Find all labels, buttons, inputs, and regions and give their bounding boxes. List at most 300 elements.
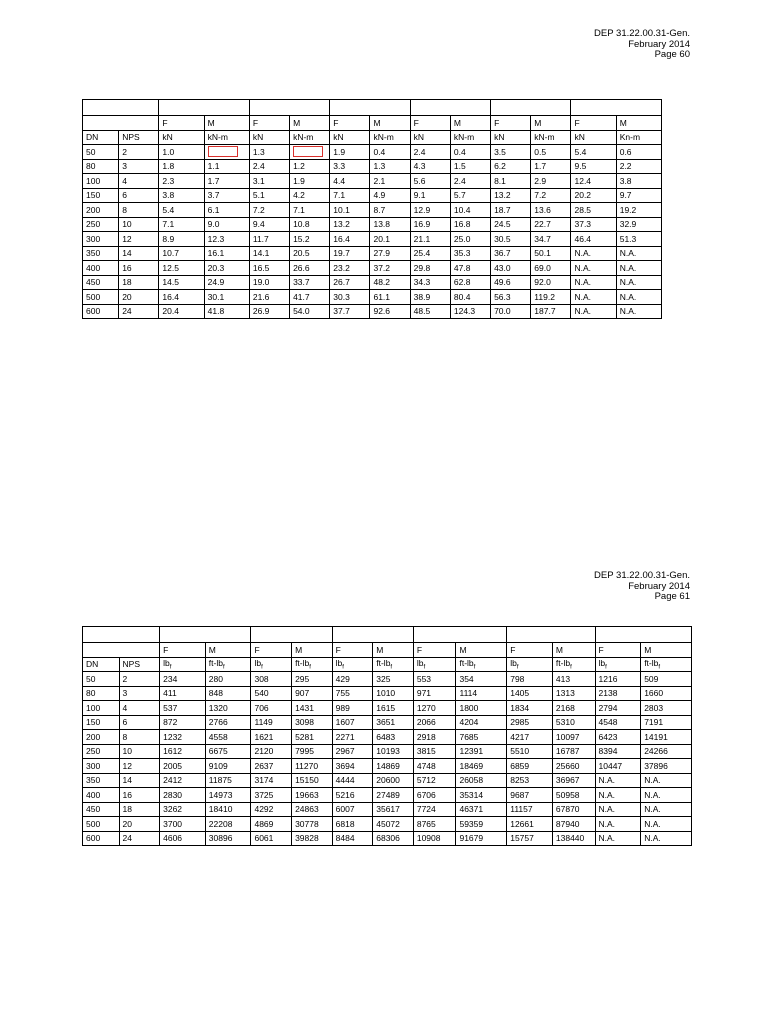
table-cell: 27.9: [370, 246, 410, 261]
table-cell: 45072: [373, 817, 414, 832]
header-group-cell: [159, 100, 249, 116]
moment-unit-header: [373, 657, 414, 672]
table-cell: 2005: [160, 759, 206, 774]
highlighted-empty-cell-box: [293, 146, 323, 157]
table-cell: 6818: [332, 817, 373, 832]
table-cell: 6483: [373, 730, 414, 745]
table-cell: 80.4: [450, 290, 490, 305]
table-cell: 14.1: [249, 246, 289, 261]
table-cell: 971: [413, 686, 456, 701]
table-cell: 500: [83, 290, 119, 305]
unit-text: lb: [335, 657, 343, 668]
table-cell: 37.3: [571, 217, 616, 232]
unit-subscript: f: [261, 664, 263, 671]
table-cell: N.A.: [641, 817, 692, 832]
table-cell: 4: [119, 701, 160, 716]
moment-unit-header: [292, 657, 333, 672]
table-cell: 8.1: [491, 174, 531, 189]
table-cell: 1216: [595, 672, 641, 687]
table-cell: N.A.: [641, 831, 692, 846]
unit-subscript: f: [222, 664, 225, 671]
unit-subscript: f: [309, 664, 311, 671]
header-group-cell: [330, 100, 410, 116]
table-cell: 100: [83, 174, 119, 189]
table-cell: 12.4: [571, 174, 616, 189]
table-cell: 0.5: [531, 145, 571, 160]
table-cell: 2412: [160, 773, 206, 788]
table-cell: 2830: [160, 788, 206, 803]
table-cell: 3.3: [330, 159, 370, 174]
force-unit-header: [251, 657, 292, 672]
table-cell: 14: [119, 246, 159, 261]
table-cell: 1660: [641, 686, 692, 701]
table-cell: 187.7: [531, 304, 571, 319]
table-cell: 19.7: [330, 246, 370, 261]
table-cell: 18410: [205, 802, 251, 817]
table-cell: 16.1: [204, 246, 249, 261]
table-cell: N.A.: [641, 773, 692, 788]
table-cell: 24.5: [491, 217, 531, 232]
table-cell: 6007: [332, 802, 373, 817]
table-cell: 5.6: [410, 174, 450, 189]
nozzle-loads-table-imperial: [82, 626, 692, 846]
table-cell: 15.2: [290, 232, 330, 247]
table-row: [83, 246, 662, 261]
table-cell: 5281: [292, 730, 333, 745]
table-cell: 537: [160, 701, 206, 716]
table-cell: 35.3: [450, 246, 490, 261]
table-cell: 1.2: [290, 159, 330, 174]
table-cell: 5310: [552, 715, 595, 730]
table-cell: 16.9: [410, 217, 450, 232]
table-cell: 4: [119, 174, 159, 189]
column-header: M: [205, 643, 251, 658]
table-cell: 20: [119, 290, 159, 305]
table-cell: 413: [552, 672, 595, 687]
table-cell: 4444: [332, 773, 373, 788]
column-header: M: [616, 116, 661, 131]
table-cell: 1114: [456, 686, 507, 701]
table-cell: 354: [456, 672, 507, 687]
table-row: [83, 203, 662, 218]
column-header: M: [450, 116, 490, 131]
table-cell: 8: [119, 730, 160, 745]
table-cell: 10097: [552, 730, 595, 745]
header-group-cell: [249, 100, 329, 116]
table-cell: 16.5: [249, 261, 289, 276]
table-cell: 26.9: [249, 304, 289, 319]
table-cell: 69.0: [531, 261, 571, 276]
table-cell: 48.5: [410, 304, 450, 319]
table-cell: 4.3: [410, 159, 450, 174]
table-cell: 1.5: [450, 159, 490, 174]
table-cell: 400: [83, 261, 119, 276]
column-header: F: [491, 116, 531, 131]
table-cell: 11875: [205, 773, 251, 788]
table-cell: 706: [251, 701, 292, 716]
table-cell: 11270: [292, 759, 333, 774]
column-header: kN-m: [531, 130, 571, 145]
table-cell: 1834: [507, 701, 553, 716]
table-cell: 3694: [332, 759, 373, 774]
column-header: kN-m: [450, 130, 490, 145]
table-cell: 138440: [552, 831, 595, 846]
header-group-cell: [595, 627, 691, 643]
table-row: [83, 188, 662, 203]
table-cell: 4.2: [290, 188, 330, 203]
table-cell: 18469: [456, 759, 507, 774]
table-header-fm-row: [83, 643, 692, 658]
table-cell: 8765: [413, 817, 456, 832]
table-cell: 70.0: [491, 304, 531, 319]
unit-text: ft-lb: [459, 657, 474, 668]
table-cell: 989: [332, 701, 373, 716]
table-row: [83, 817, 692, 832]
table-cell: 553: [413, 672, 456, 687]
moment-unit-header: [456, 657, 507, 672]
table-cell: 48.2: [370, 275, 410, 290]
table-cell: N.A.: [641, 802, 692, 817]
column-header: M: [373, 643, 414, 658]
table-cell: 16.4: [159, 290, 204, 305]
table-row: [83, 701, 692, 716]
force-unit-header: [413, 657, 456, 672]
table-cell: 46.4: [571, 232, 616, 247]
table-cell: 16.4: [330, 232, 370, 247]
table-cell: 16787: [552, 744, 595, 759]
table-cell: 14: [119, 773, 160, 788]
table-cell: 7685: [456, 730, 507, 745]
column-header: kN: [410, 130, 450, 145]
header-group-cell: [507, 627, 595, 643]
table-cell: 21.6: [249, 290, 289, 305]
table-cell: 7.1: [290, 203, 330, 218]
column-header: F: [410, 116, 450, 131]
table-cell: 5.1: [249, 188, 289, 203]
table-cell: N.A.: [616, 275, 661, 290]
table-cell: 300: [83, 759, 120, 774]
table-cell: N.A.: [571, 261, 616, 276]
table-cell: 6859: [507, 759, 553, 774]
table-cell: 509: [641, 672, 692, 687]
table-cell: 2271: [332, 730, 373, 745]
table-cell: 27489: [373, 788, 414, 803]
column-header: F: [595, 643, 641, 658]
column-header: M: [290, 116, 330, 131]
table-cell: 26058: [456, 773, 507, 788]
table-cell: 1431: [292, 701, 333, 716]
table-cell: 12.9: [410, 203, 450, 218]
table-cell: 24.9: [204, 275, 249, 290]
table-cell: 26.7: [330, 275, 370, 290]
table-cell: 41.7: [290, 290, 330, 305]
table-header-fm-row: [83, 116, 662, 131]
table-cell: 6675: [205, 744, 251, 759]
table-cell: 50.1: [531, 246, 571, 261]
table-cell: 10.1: [330, 203, 370, 218]
table-cell: 28.5: [571, 203, 616, 218]
table-cell: 34.7: [531, 232, 571, 247]
table-cell: 21.1: [410, 232, 450, 247]
table-cell: N.A.: [595, 817, 641, 832]
table-cell: 4606: [160, 831, 206, 846]
table-cell: 12: [119, 759, 160, 774]
table-cell: 300: [83, 232, 119, 247]
table-cell: 54.0: [290, 304, 330, 319]
table-cell: 9109: [205, 759, 251, 774]
table-cell: 250: [83, 217, 119, 232]
table-cell: 20.4: [159, 304, 204, 319]
table-cell: 755: [332, 686, 373, 701]
header-blank-cell: [83, 627, 160, 643]
table-cell: 47.8: [450, 261, 490, 276]
table-cell: 24863: [292, 802, 333, 817]
table-cell: 1.7: [531, 159, 571, 174]
table-cell: 5712: [413, 773, 456, 788]
table-cell: 68306: [373, 831, 414, 846]
table-cell: 10908: [413, 831, 456, 846]
table-cell: 1607: [332, 715, 373, 730]
force-unit-header: [332, 657, 373, 672]
table-cell: 1149: [251, 715, 292, 730]
column-header: M: [531, 116, 571, 131]
table-cell: 30896: [205, 831, 251, 846]
table-header-units-row: [83, 657, 692, 672]
table-cell: 2.4: [450, 174, 490, 189]
table-cell: 6: [119, 188, 159, 203]
table-cell: N.A.: [595, 788, 641, 803]
table-cell: 34.3: [410, 275, 450, 290]
table-cell: 200: [83, 730, 120, 745]
table-cell: 600: [83, 831, 120, 846]
table-cell: 8394: [595, 744, 641, 759]
highlighted-empty-cell-box: [208, 146, 238, 157]
table-cell: 12661: [507, 817, 553, 832]
table-cell: 92.0: [531, 275, 571, 290]
table-cell: 400: [83, 788, 120, 803]
table-cell: 1800: [456, 701, 507, 716]
table-cell: 12.5: [159, 261, 204, 276]
table-cell: 38.9: [410, 290, 450, 305]
doc-date: February 2014: [628, 580, 690, 592]
table-row: [83, 261, 662, 276]
table-cell: 14191: [641, 730, 692, 745]
table-cell: 6423: [595, 730, 641, 745]
table-cell: 350: [83, 773, 120, 788]
table-cell: 4217: [507, 730, 553, 745]
table-cell: 1010: [373, 686, 414, 701]
table-cell: 30.5: [491, 232, 531, 247]
table-cell: 9.7: [616, 188, 661, 203]
table-cell: 30778: [292, 817, 333, 832]
table-row: [83, 159, 662, 174]
column-header: kN: [249, 130, 289, 145]
column-header: F: [332, 643, 373, 658]
column-header: M: [204, 116, 249, 131]
page-number: Page 60: [654, 49, 690, 60]
table-cell: [204, 145, 249, 160]
table-cell: 150: [83, 188, 119, 203]
table-cell: 11157: [507, 802, 553, 817]
table-cell: [290, 145, 330, 160]
table-cell: 7.2: [531, 188, 571, 203]
table-cell: 24: [119, 831, 160, 846]
table-cell: 35617: [373, 802, 414, 817]
table-cell: 0.6: [616, 145, 661, 160]
doc-id: DEP 31.22.00.31-Gen.: [594, 570, 690, 581]
column-header: M: [456, 643, 507, 658]
column-header: DN: [83, 657, 120, 672]
column-header: F: [507, 643, 553, 658]
table-row: [83, 217, 662, 232]
table-header-blank-row: [83, 100, 662, 116]
table-row: [83, 304, 662, 319]
table-cell: 10.8: [290, 217, 330, 232]
table-cell: 4292: [251, 802, 292, 817]
force-unit-header: [160, 657, 206, 672]
table-cell: 13.2: [491, 188, 531, 203]
column-header: F: [413, 643, 456, 658]
table-cell: 9.5: [571, 159, 616, 174]
table-cell: 33.7: [290, 275, 330, 290]
table-cell: 18.7: [491, 203, 531, 218]
column-header: kN: [491, 130, 531, 145]
table-cell: 12.3: [204, 232, 249, 247]
table-cell: 907: [292, 686, 333, 701]
table-cell: 308: [251, 672, 292, 687]
table-cell: N.A.: [616, 304, 661, 319]
table-cell: 8: [119, 203, 159, 218]
table-cell: 9.4: [249, 217, 289, 232]
table-cell: 450: [83, 802, 120, 817]
table-cell: 150: [83, 715, 120, 730]
table-cell: N.A.: [571, 275, 616, 290]
table-cell: N.A.: [616, 246, 661, 261]
unit-text: lb: [163, 657, 170, 668]
table-cell: 3: [119, 159, 159, 174]
unit-text: lb: [510, 657, 517, 668]
table-cell: 37896: [641, 759, 692, 774]
column-header: NPS: [119, 657, 160, 672]
table-cell: 19663: [292, 788, 333, 803]
table-cell: 2637: [251, 759, 292, 774]
column-header: Kn-m: [616, 130, 661, 145]
table-cell: 46371: [456, 802, 507, 817]
table-cell: 20.5: [290, 246, 330, 261]
table-cell: 10.4: [450, 203, 490, 218]
table-cell: 1615: [373, 701, 414, 716]
table-cell: 4558: [205, 730, 251, 745]
table-cell: 540: [251, 686, 292, 701]
column-header: kN: [159, 130, 204, 145]
column-header: F: [160, 643, 206, 658]
table-cell: 12391: [456, 744, 507, 759]
table-cell: 37.2: [370, 261, 410, 276]
header-group-cell: [332, 627, 413, 643]
table-cell: 25660: [552, 759, 595, 774]
table-cell: 2967: [332, 744, 373, 759]
table-cell: 18: [119, 802, 160, 817]
force-unit-header: [507, 657, 553, 672]
table-cell: 61.1: [370, 290, 410, 305]
table-cell: 20.3: [204, 261, 249, 276]
table-cell: 2.1: [370, 174, 410, 189]
header-group-cell: [413, 627, 506, 643]
table-cell: 25.0: [450, 232, 490, 247]
table-cell: 32.9: [616, 217, 661, 232]
header-blank-cell: [83, 116, 159, 131]
table-cell: 25.4: [410, 246, 450, 261]
table-cell: 59359: [456, 817, 507, 832]
table-cell: 3: [119, 686, 160, 701]
table-row: [83, 232, 662, 247]
table-cell: 43.0: [491, 261, 531, 276]
moment-unit-header: [205, 657, 251, 672]
moment-unit-header: [552, 657, 595, 672]
table-cell: 295: [292, 672, 333, 687]
table-cell: 100: [83, 701, 120, 716]
table-row: [83, 715, 692, 730]
unit-subscript: f: [169, 664, 172, 671]
table-cell: 4548: [595, 715, 641, 730]
table-cell: 67870: [552, 802, 595, 817]
table-cell: 6061: [251, 831, 292, 846]
unit-subscript: f: [390, 664, 393, 671]
header-group-cell: [160, 627, 251, 643]
header-blank-cell: [83, 643, 160, 658]
unit-text: lb: [416, 657, 424, 668]
table-row: [83, 686, 692, 701]
table-cell: 5510: [507, 744, 553, 759]
table-cell: 3.1: [249, 174, 289, 189]
table-cell: 280: [205, 672, 251, 687]
unit-text: lb: [254, 657, 262, 668]
table-cell: N.A.: [595, 802, 641, 817]
table-cell: 1.7: [204, 174, 249, 189]
table-cell: 429: [332, 672, 373, 687]
table-cell: 1612: [160, 744, 206, 759]
doc-date: February 2014: [628, 38, 690, 50]
table-cell: 91679: [456, 831, 507, 846]
table-cell: 325: [373, 672, 414, 687]
table-cell: 22208: [205, 817, 251, 832]
table-cell: 20.2: [571, 188, 616, 203]
column-header: F: [249, 116, 289, 131]
table-row: [83, 773, 692, 788]
table-cell: 798: [507, 672, 553, 687]
column-header: M: [292, 643, 333, 658]
unit-subscript: f: [423, 664, 426, 671]
moment-unit-header: [641, 657, 692, 672]
table-cell: N.A.: [641, 788, 692, 803]
table-cell: 2066: [413, 715, 456, 730]
table-cell: 13.2: [330, 217, 370, 232]
column-header: M: [552, 643, 595, 658]
table-row: [83, 831, 692, 846]
table-cell: 37.7: [330, 304, 370, 319]
table-cell: 3700: [160, 817, 206, 832]
table-cell: 12: [119, 232, 159, 247]
page-number: Page 61: [654, 591, 690, 602]
table-cell: 18: [119, 275, 159, 290]
table-cell: 15757: [507, 831, 553, 846]
table-row: [83, 744, 692, 759]
header-group-cell: [410, 100, 490, 116]
table-cell: 4869: [251, 817, 292, 832]
table-cell: 16: [119, 261, 159, 276]
table-cell: 3262: [160, 802, 206, 817]
table-cell: 6.1: [204, 203, 249, 218]
